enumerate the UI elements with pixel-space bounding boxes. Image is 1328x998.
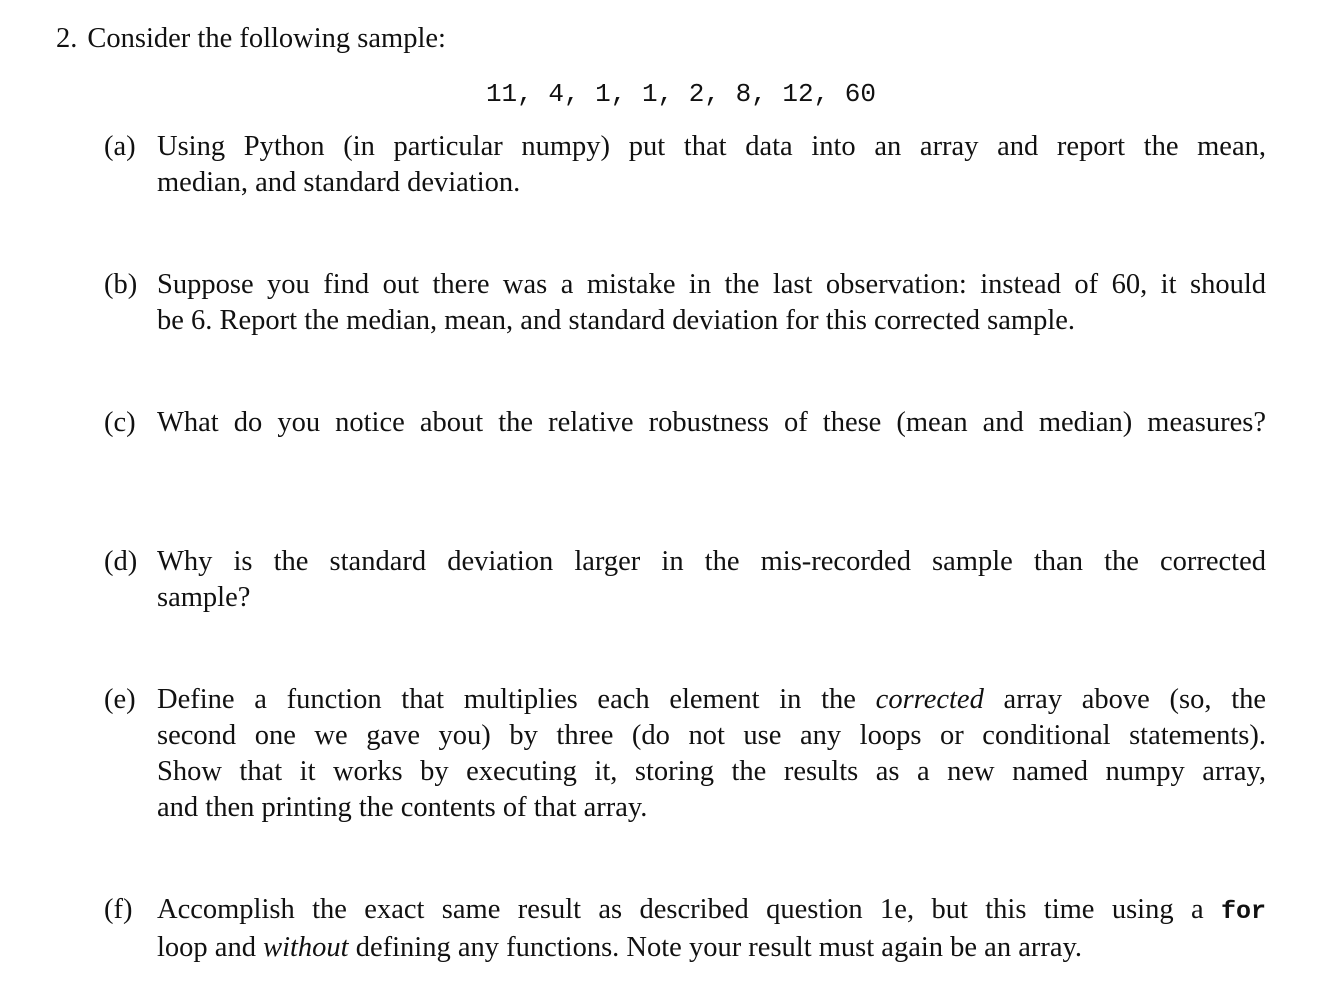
part-a-line-2: median, and standard deviation. xyxy=(157,167,521,198)
part-f-code-for: for xyxy=(1220,897,1266,926)
part-a xyxy=(104,129,1266,201)
part-b-label: (b) xyxy=(104,269,138,300)
question-prompt: Consider the following sample: xyxy=(87,23,446,54)
part-a-text xyxy=(157,129,1266,201)
part-e xyxy=(104,682,1266,826)
part-d-label: (d) xyxy=(104,546,138,577)
part-f-line-2-post: defining any functions. Note your result must again be an array. xyxy=(355,932,1082,963)
question-header xyxy=(56,21,446,57)
part-f-label: (f) xyxy=(104,894,133,925)
part-f-line-1-pre: Accomplish the exact same result as described question 1e, but this time using a xyxy=(157,894,1204,925)
part-a-label: (a) xyxy=(104,131,136,162)
part-e-text xyxy=(157,682,1266,826)
part-f-line-2 xyxy=(157,930,1266,966)
part-f-emphasis-without: without xyxy=(263,932,349,963)
part-d-line-2: sample? xyxy=(157,582,251,613)
part-e-line-3: Show that it works by executing it, storing the results as a new named numpy array, xyxy=(157,756,1266,787)
part-c-text xyxy=(157,405,1266,441)
part-a-line-1: Using Python (in particular numpy) put that data into an array and report the mean, xyxy=(157,131,1266,162)
part-e-emphasis-corrected: corrected xyxy=(875,684,984,715)
part-d xyxy=(104,544,1266,616)
part-c-line-1: What do you notice about the relative robustness of these (mean and median) measures? xyxy=(157,407,1266,438)
question-number: 2. xyxy=(56,23,78,54)
part-e-line-1 xyxy=(157,682,1266,718)
part-e-line-1-post: array above (so, the xyxy=(1003,684,1267,715)
part-e-line-2: second one we gave you) by three (do not use any loops or conditional statements). xyxy=(157,720,1266,751)
part-e-line-4: and then printing the contents of that array. xyxy=(157,792,648,823)
part-f-text xyxy=(157,892,1266,966)
part-c-label: (c) xyxy=(104,407,136,438)
part-b-text xyxy=(157,267,1266,339)
part-f-line-1 xyxy=(157,892,1266,930)
part-b-line-2: be 6. Report the median, mean, and standard deviation for this corrected sample. xyxy=(157,305,1076,336)
part-b xyxy=(104,267,1266,339)
part-d-line-1: Why is the standard deviation larger in the mis-recorded sample than the corrected xyxy=(157,546,1266,577)
sample-data: 11, 4, 1, 1, 2, 8, 12, 60 xyxy=(485,79,877,109)
part-c xyxy=(104,405,1266,441)
part-b-line-1: Suppose you find out there was a mistake in the last observation: instead of 60, it should xyxy=(157,269,1266,300)
part-f-line-2-pre: loop and xyxy=(157,932,256,963)
part-e-label: (e) xyxy=(104,684,136,715)
part-d-text xyxy=(157,544,1266,616)
part-f xyxy=(104,892,1266,966)
part-e-line-1-pre: Define a function that multiplies each element in the xyxy=(157,684,856,715)
